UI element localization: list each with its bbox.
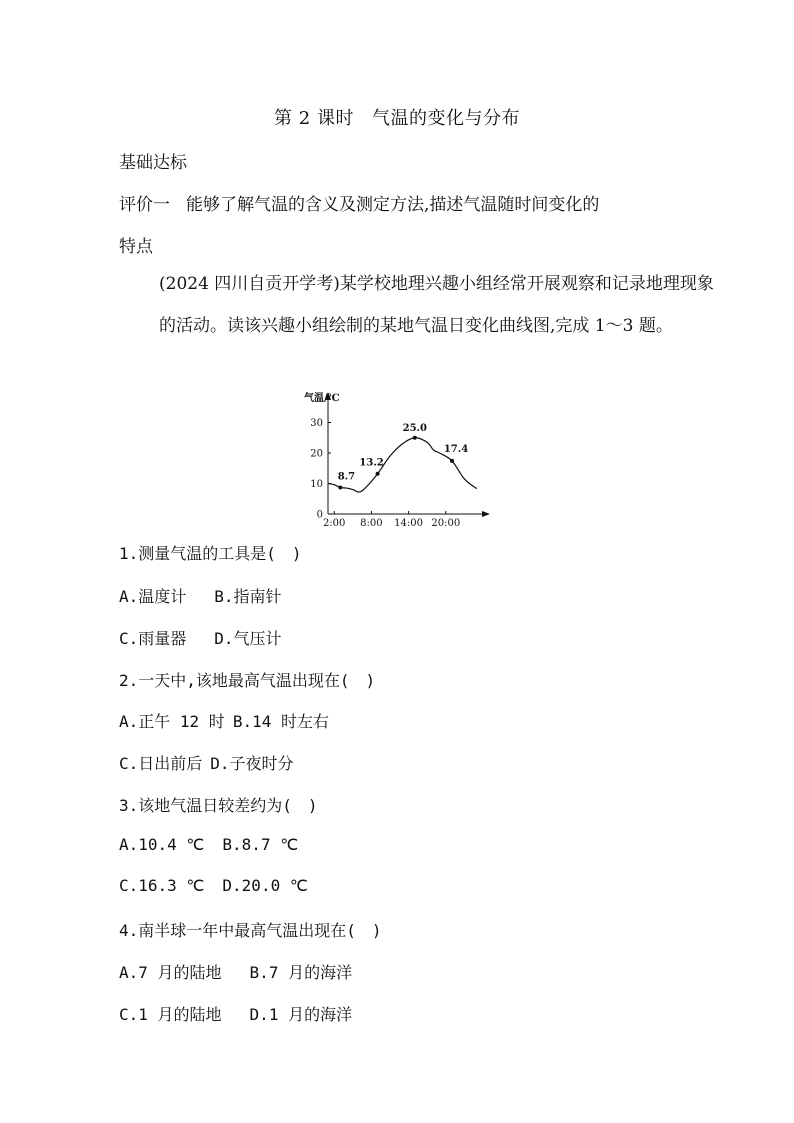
question-4-options-row-1 [119,960,352,983]
y-tick-label-10: 10 [310,479,323,490]
question-3-option-b[interactable]: B.8.7 ℃ [222,835,299,854]
section-heading: 基础达标 [119,153,187,173]
question-4-option-a[interactable]: A.7 月的陆地 [119,963,222,982]
x-tick-label-1: 8:00 [360,518,383,529]
x-tick-label-0: 2:00 [322,518,346,529]
x-tick-label-2: 14:00 [394,518,424,529]
temperature-chart [300,388,500,530]
lesson-topic: 气温的变化与分布 [371,108,520,129]
question-2-option-d[interactable]: D.子夜时分 [210,754,294,773]
question-3-option-a[interactable]: A.10.4 ℃ [119,835,205,854]
y-axis-label: 气温/℃ [304,393,340,404]
x-tick-label-3: 20:00 [431,518,461,529]
evaluation-line [119,190,599,215]
evaluation-text: 能够了解气温的含义及测定方法,描述气温随时间变化的 [186,195,600,215]
question-3-options-row-2 [119,876,308,895]
question-1-options-row-1 [119,584,282,607]
question-3-option-d[interactable]: D.20.0 ℃ [222,876,308,895]
question-1-stem: 1.测量气温的工具是( ) [119,544,302,563]
data-label-8.7: 8.7 [337,471,356,483]
question-2-option-a[interactable]: A.正午 12 时 [119,712,225,731]
evaluation-text-cont: 特点 [119,237,153,257]
question-3-options-row-1 [119,835,298,854]
question-1-option-d[interactable]: D.气压计 [214,629,282,648]
evaluation-label: 评价一 [119,195,170,215]
question-1-options-row-2 [119,626,282,649]
temperature-chart-svg [300,388,500,530]
question-4-option-d[interactable]: D.1 月的海洋 [249,1005,353,1024]
question-2-option-b[interactable]: B.14 时左右 [232,712,329,731]
question-1-option-c[interactable]: C.雨量器 [119,629,187,648]
question-3-stem: 3.该地气温日较差约为( ) [119,796,318,815]
question-1-option-b[interactable]: B.指南针 [214,587,282,606]
data-label-25.0: 25.0 [402,422,427,434]
question-2-option-c[interactable]: C.日出前后 [119,754,203,773]
question-4-stem: 4.南半球一年中最高气温出现在( ) [119,921,382,940]
question-4-option-c[interactable]: C.1 月的陆地 [119,1005,222,1024]
y-tick-label-0: 0 [316,509,323,521]
lesson-title [0,104,794,130]
question-2-options-row-1 [119,709,329,732]
question-1-option-a[interactable]: A.温度计 [119,587,187,606]
y-tick-label-30: 30 [310,418,323,429]
question-3-option-c[interactable]: C.16.3 ℃ [119,876,205,895]
data-label-13.2: 13.2 [359,457,384,469]
intro-paragraph: (2024 四川自贡开学考)某学校地理兴趣小组经常开展观察和记录地理现象的活动。读该兴趣小组绘制的某地气温日变化曲线图,完成 1～3 题。 [159,274,714,336]
data-label-17.4: 17.4 [443,443,469,455]
question-4-options-row-2 [119,1002,352,1025]
question-4-option-b[interactable]: B.7 月的海洋 [249,963,353,982]
x-axis-arrow [482,511,490,517]
data-point-17.4 [450,459,454,463]
question-2-stem: 2.一天中,该地最高气温出现在( ) [119,671,376,690]
data-point-25.0 [413,436,417,440]
question-2-options-row-2 [119,751,294,774]
data-point-13.2 [376,472,380,476]
data-point-8.7 [338,485,342,489]
lesson-number: 第 2 课时 [274,108,354,129]
y-tick-label-20: 20 [310,448,323,460]
